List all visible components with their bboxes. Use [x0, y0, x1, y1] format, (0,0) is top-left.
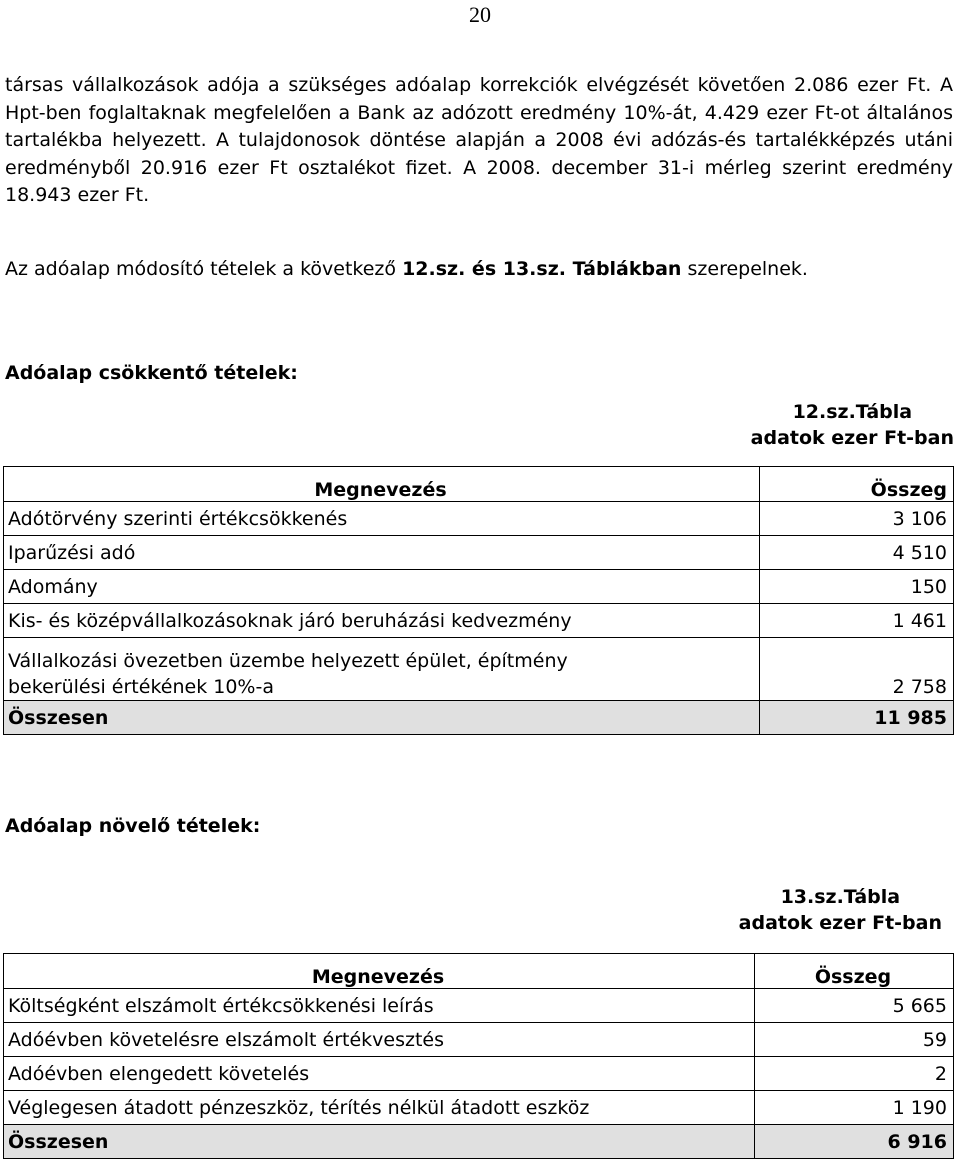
row-value: 1 461 — [760, 604, 954, 638]
table-row — [4, 502, 954, 536]
row-value: 2 — [755, 1057, 954, 1091]
column-header-value: Összeg — [760, 467, 954, 502]
total-row — [4, 701, 954, 735]
row-name: Költségként elszámolt értékcsökkenési leírás — [4, 989, 755, 1023]
row-name — [4, 638, 760, 701]
row-name: Adomány — [4, 570, 760, 604]
row-value: 2 758 — [760, 638, 954, 701]
table13-caption — [739, 884, 942, 936]
table12-unit: adatok ezer Ft-ban — [750, 427, 954, 449]
row-value: 5 665 — [755, 989, 954, 1023]
table12-number: 12.sz.Tábla — [792, 401, 913, 423]
table12-caption — [751, 399, 954, 451]
row-name: Adótörvény szerinti értékcsökkenés — [4, 502, 760, 536]
table-header-row — [4, 954, 954, 989]
table-header-row — [4, 467, 954, 502]
total-value: 6 916 — [755, 1125, 954, 1159]
table-row — [4, 604, 954, 638]
column-header-name: Megnevezés — [4, 467, 760, 502]
table-row — [4, 1023, 954, 1057]
column-header-name: Megnevezés — [4, 954, 755, 989]
table-row — [4, 638, 954, 701]
total-label: Összesen — [4, 701, 760, 735]
page-number: 20 — [469, 2, 491, 27]
decreasing-items-table — [3, 466, 954, 735]
table-reference: 12.sz. és 13.sz. Táblákban — [402, 258, 682, 280]
table-row — [4, 570, 954, 604]
reference-text-start: Az adóalap módosító tételek a következő — [5, 258, 403, 280]
row-value: 4 510 — [760, 536, 954, 570]
row-name: Adóévben elengedett követelés — [4, 1057, 755, 1091]
decreasing-items-heading: Adóalap csökkentő tételek: — [5, 362, 298, 384]
table-row — [4, 989, 954, 1023]
total-value: 11 985 — [760, 701, 954, 735]
reference-paragraph — [5, 256, 953, 284]
intro-paragraph: társas vállalkozások adója a szükséges adóalap korrekciók elvégzését követően 2.086 ezer Ft. A Hpt-ben foglaltaknak megfelelően a Bank az adózott eredmény 10%-át, 4.429 ezer Ft-ot általános tartalékba helyezett. A tulajdonosok döntése alapján a 2008 évi adózás-és tartalékképzés utáni eredményből 20.916 ezer Ft osztalékot fizet. A 2008. december 31-i mérleg szerint eredmény 18.943 ezer Ft. — [5, 74, 953, 206]
table-row — [4, 1057, 954, 1091]
row-name: Kis- és középvállalkozásoknak járó beruházási kedvezmény — [4, 604, 760, 638]
row-name-line1: Vállalkozási övezetben üzembe helyezett épület, építmény — [8, 650, 568, 672]
table-row — [4, 1091, 954, 1125]
row-name-line2: bekerülési értékének 10%-a — [8, 676, 274, 698]
table-row — [4, 536, 954, 570]
increasing-items-table — [3, 953, 954, 1159]
row-name: Iparűzési adó — [4, 536, 760, 570]
row-value: 150 — [760, 570, 954, 604]
row-name: Véglegesen átadott pénzeszköz, térítés nélkül átadott eszköz — [4, 1091, 755, 1125]
row-name: Adóévben követelésre elszámolt értékvesztés — [4, 1023, 755, 1057]
row-value: 59 — [755, 1023, 954, 1057]
increasing-items-heading: Adóalap növelő tételek: — [5, 815, 261, 837]
row-value: 3 106 — [760, 502, 954, 536]
table13-number: 13.sz.Tábla — [780, 886, 901, 908]
row-value: 1 190 — [755, 1091, 954, 1125]
total-row — [4, 1125, 954, 1159]
reference-text-end: szerepelnek. — [681, 258, 808, 280]
table13-unit: adatok ezer Ft-ban — [738, 912, 942, 934]
total-label: Összesen — [4, 1125, 755, 1159]
column-header-value: Összeg — [755, 954, 954, 989]
